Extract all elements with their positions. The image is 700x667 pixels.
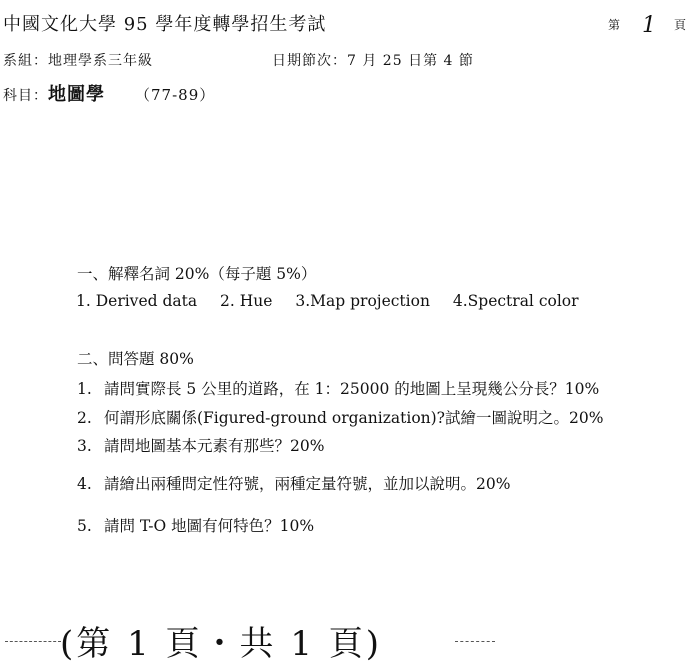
question-item [77, 434, 324, 456]
page-footer: (第 1 頁・共 1 頁) [60, 624, 383, 664]
question-text: 請問實際長 5 公里的道路，在 1：25000 的地圖上呈現幾公分長？10% [104, 380, 600, 398]
question-item [77, 472, 510, 494]
question-number: 5. [77, 517, 92, 535]
question-number: 2. [77, 409, 92, 427]
footer-rule-left [5, 641, 61, 642]
page-marker [608, 10, 687, 38]
section1-terms [76, 292, 597, 310]
date-session-line: 日期節次：7 月 25 日第 4 節 [272, 53, 474, 69]
question-item [77, 377, 599, 399]
section2-heading: 二、問答題 80% [77, 350, 194, 368]
question-text: 請繪出兩種問定性符號，兩種定量符號，並加以說明。20% [104, 475, 511, 493]
subject-prefix: 科目： [3, 88, 48, 104]
department-line: 系組：地理學系三年級 [3, 53, 153, 69]
question-text: 何謂形底關係(Figured-ground organization)?試繪一圖說明之。20% [104, 409, 604, 427]
subject-line [3, 80, 215, 106]
page-marker-suffix: 頁 [674, 18, 687, 32]
subject-name: 地圖學 [48, 84, 105, 105]
page-marker-prefix: 第 [608, 18, 621, 32]
term-item: 2. Hue [220, 292, 273, 310]
section1-heading: 一、解釋名詞 20%（每子題 5%） [77, 265, 317, 283]
question-number: 1. [77, 380, 92, 398]
question-item [77, 406, 603, 428]
page-marker-number: 1 [642, 13, 657, 38]
question-text: 請問地圖基本元素有那些？20% [104, 437, 325, 455]
question-number: 3. [77, 437, 92, 455]
question-number: 4. [77, 475, 92, 493]
subject-code: （77-89） [135, 86, 216, 104]
term-item: 4.Spectral color [452, 292, 579, 310]
question-text: 請問 T-O 地圖有何特色？10% [104, 517, 315, 535]
exam-title: 中國文化大學 95 學年度轉學招生考試 [3, 14, 327, 35]
question-item [77, 514, 314, 536]
term-item: 1. Derived data [76, 292, 198, 310]
footer-rule-right [455, 641, 495, 642]
term-item: 3.Map projection [295, 292, 430, 310]
